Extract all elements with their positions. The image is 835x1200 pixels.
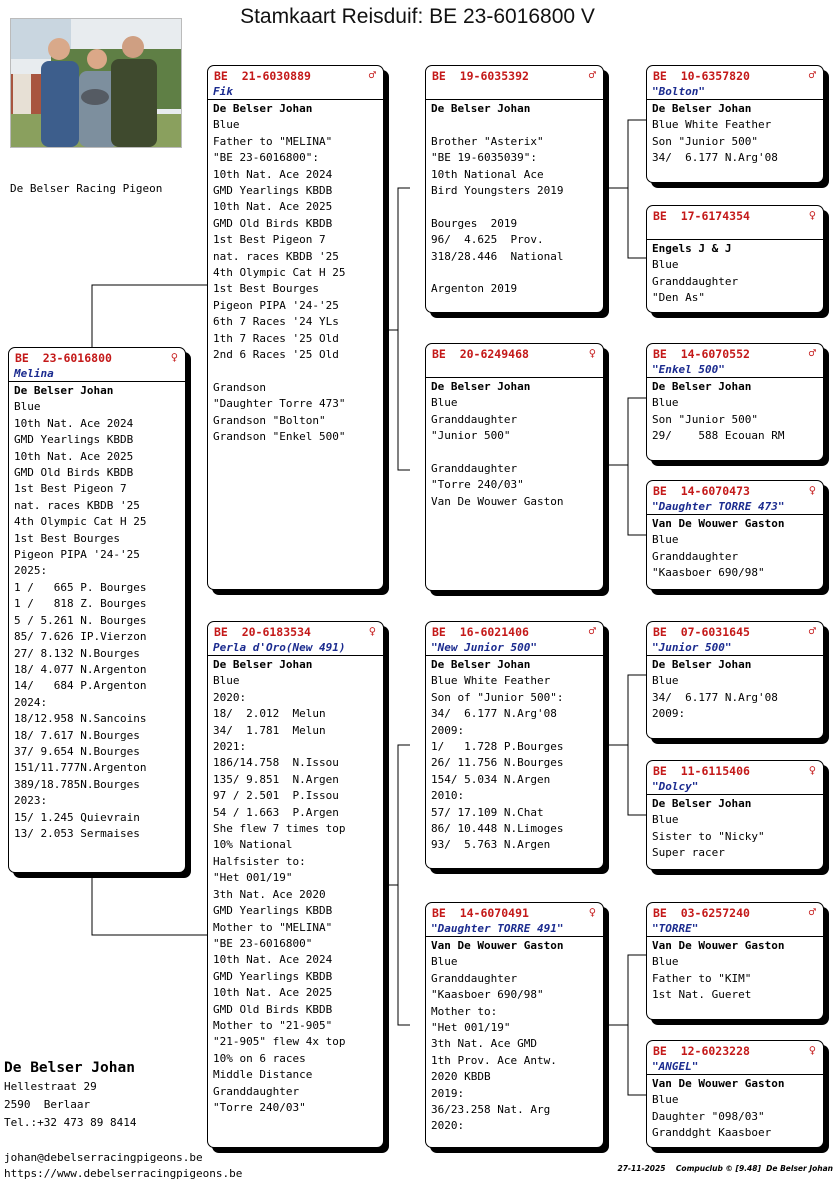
- detail-line: 10th Nat. Ace 2024: [213, 953, 333, 967]
- ring-number: BE 14-6070552 ♂: [653, 346, 816, 361]
- pigeon-card-fmm[interactable]: [646, 480, 824, 590]
- detail-line: "Den As": [652, 291, 705, 305]
- female-icon: ♀: [368, 624, 376, 638]
- detail-line: Blue: [213, 674, 240, 688]
- female-icon: ♀: [808, 763, 816, 777]
- pigeon-card-mmm[interactable]: [646, 1040, 824, 1148]
- detail-line: Blue: [652, 533, 679, 547]
- ring-number: BE 20-6183534 ♀: [214, 624, 376, 639]
- detail-line: 154/ 5.034 N.Argen: [431, 772, 551, 786]
- detail-line: 4th Olympic Cat H 25: [14, 515, 147, 529]
- detail-line: 3th Nat. Ace GMD: [431, 1037, 537, 1051]
- detail-line: Granddaughter: [213, 1084, 300, 1098]
- pigeon-card-mfm[interactable]: [646, 760, 824, 870]
- pigeon-details: [647, 257, 823, 306]
- footer-owner: De Belser Johan: [766, 1164, 833, 1173]
- detail-line: Blue: [431, 396, 458, 410]
- detail-line: "BE 23-6016800":: [213, 151, 319, 165]
- detail-line: 2010:: [431, 789, 465, 803]
- pigeon-name: [426, 85, 603, 100]
- detail-line: 34/ 6.177 N.Arg'08: [652, 690, 778, 704]
- pigeon-card-father[interactable]: [207, 65, 384, 590]
- pigeon-card-main[interactable]: [8, 347, 186, 873]
- detail-line: Middle Distance: [213, 1068, 313, 1082]
- detail-line: Father to "KIM": [652, 971, 752, 985]
- detail-line: Grandson: [213, 380, 266, 394]
- detail-line: Argenton 2019: [431, 282, 518, 296]
- pigeon-name: "Enkel 500": [647, 363, 823, 378]
- detail-line: Father to "MELINA": [213, 134, 333, 148]
- ring-number: BE 07-6031645 ♂: [653, 624, 816, 639]
- detail-line: 34/ 1.781 Melun: [213, 723, 326, 737]
- detail-line: 1th Prov. Ace Antw.: [431, 1053, 557, 1067]
- ring-number: BE 17-6174354 ♀: [653, 208, 816, 223]
- detail-line: 6th 7 Races '24 YLs: [213, 315, 339, 329]
- detail-line: Blue: [652, 396, 679, 410]
- detail-line: Blue: [652, 813, 679, 827]
- male-icon: ♂: [588, 624, 596, 638]
- pigeon-details: [208, 117, 383, 445]
- detail-line: 151/11.777N.Argenton: [14, 761, 147, 775]
- detail-line: Bourges 2019: [431, 216, 518, 230]
- pigeon-owner: Van De Wouwer Gaston: [652, 517, 785, 530]
- male-icon: ♂: [368, 68, 376, 82]
- software-credit: Compuclub © [9.48]: [675, 1164, 761, 1173]
- female-icon: ♀: [170, 350, 178, 364]
- detail-line: "Het 001/19": [431, 1021, 511, 1035]
- pigeon-card-maternal-grandmother[interactable]: [425, 902, 604, 1148]
- pigeon-details: [426, 395, 603, 510]
- detail-line: 186/14.758 N.Issou: [213, 756, 339, 770]
- detail-line: 96/ 4.625 Prov.: [431, 233, 544, 247]
- contact-info: [4, 1150, 242, 1182]
- detail-line: 14/ 684 P.Argenton: [14, 679, 147, 693]
- detail-line: Blue: [14, 400, 41, 414]
- detail-line: Blue: [652, 674, 679, 688]
- detail-line: 1 / 665 P. Bourges: [14, 580, 147, 594]
- pigeon-details: [647, 812, 823, 861]
- pigeon-name: "Daughter TORRE 473": [647, 500, 823, 515]
- female-icon: ♀: [588, 346, 596, 360]
- detail-line: Granddaughter: [652, 274, 739, 288]
- breeder-info: [4, 1058, 234, 1132]
- pigeon-owner: De Belser Johan: [431, 102, 531, 115]
- pigeon-details: [647, 1092, 823, 1141]
- pigeon-name: "Junior 500": [647, 641, 823, 656]
- detail-line: Granddaughter: [652, 549, 739, 563]
- detail-line: GMD Old Birds KBDB: [213, 216, 333, 230]
- detail-line: 93/ 5.763 N.Argen: [431, 838, 551, 852]
- detail-line: Grandson "Enkel 500": [213, 430, 346, 444]
- detail-line: Brother "Asterix": [431, 134, 544, 148]
- detail-line: Halfsister to:: [213, 854, 306, 868]
- male-icon: ♂: [808, 68, 816, 82]
- pigeon-details: [426, 117, 603, 297]
- detail-line: Granddaughter: [431, 462, 518, 476]
- ring-number: BE 03-6257240 ♂: [653, 905, 816, 920]
- pigeon-name: "Bolton": [647, 85, 823, 100]
- pigeon-owner: Van De Wouwer Gaston: [431, 939, 564, 952]
- detail-line: 13/ 2.053 Sermaises: [14, 826, 140, 840]
- detail-line: GMD Yearlings KBDB: [213, 969, 333, 983]
- detail-line: 34/ 6.177 N.Arg'08: [652, 151, 778, 165]
- pigeon-card-maternal-grandfather[interactable]: [425, 621, 604, 869]
- pigeon-name: Melina: [9, 367, 185, 382]
- detail-line: 3th Nat. Ace 2020: [213, 887, 326, 901]
- club-name: De Belser Racing Pigeon: [10, 182, 163, 195]
- male-icon: ♂: [808, 905, 816, 919]
- detail-line: "21-905" flew 4x top: [213, 1035, 346, 1049]
- detail-line: [431, 445, 598, 461]
- pigeon-name: "Dolcy": [647, 780, 823, 795]
- pigeon-name: "New Junior 500": [426, 641, 603, 656]
- detail-line: 2020 KBDB: [431, 1070, 491, 1084]
- detail-line: 2009:: [431, 723, 465, 737]
- pigeon-name: "ANGEL": [647, 1060, 823, 1075]
- detail-line: "BE 19-6035039":: [431, 151, 537, 165]
- detail-line: Son "Junior 500": [652, 134, 758, 148]
- detail-line: nat. races KBDB '25: [213, 249, 339, 263]
- pigeon-details: [647, 954, 823, 1003]
- print-date: 27-11-2025: [617, 1164, 666, 1173]
- email-link[interactable]: johan@debelserracingpigeons.be: [4, 1151, 203, 1164]
- detail-line: Son of "Junior 500":: [431, 690, 564, 704]
- breeder-address: Hellestraat 29: [4, 1080, 97, 1093]
- detail-line: 1st Best Bourges: [213, 282, 319, 296]
- detail-line: Mother to:: [431, 1004, 498, 1018]
- detail-line: 10% National: [213, 838, 293, 852]
- pigeon-details: [647, 395, 823, 444]
- female-icon: ♀: [808, 208, 816, 222]
- detail-line: Mother to "MELINA": [213, 920, 333, 934]
- detail-line: [213, 364, 378, 380]
- detail-line: 2009:: [652, 707, 686, 721]
- detail-line: [431, 117, 598, 133]
- detail-line: Daughter "098/03": [652, 1109, 765, 1123]
- detail-line: 318/28.446 National: [431, 249, 564, 263]
- detail-line: 1/ 1.728 P.Bourges: [431, 740, 564, 754]
- pigeon-card-paternal-grandmother[interactable]: [425, 343, 604, 591]
- detail-line: 10th National Ace: [431, 167, 544, 181]
- detail-line: "Het 001/19": [213, 871, 293, 885]
- detail-line: 18/ 7.617 N.Bourges: [14, 728, 140, 742]
- detail-line: Son "Junior 500": [652, 412, 758, 426]
- detail-line: Blue: [652, 258, 679, 272]
- pigeon-details: [647, 673, 823, 722]
- detail-line: 1st Best Bourges: [14, 531, 120, 545]
- detail-line: "Daughter Torre 473": [213, 397, 346, 411]
- ring-number: BE 20-6249468 ♀: [432, 346, 596, 361]
- detail-line: 1st Nat. Gueret: [652, 988, 752, 1002]
- detail-line: 135/ 9.851 N.Argen: [213, 772, 339, 786]
- pigeon-card-ffm[interactable]: [646, 205, 824, 313]
- detail-line: Mother to "21-905": [213, 1018, 333, 1032]
- detail-line: 10th Nat. Ace 2024: [213, 167, 333, 181]
- detail-line: 29/ 588 Ecouan RM: [652, 429, 785, 443]
- website-link[interactable]: https://www.debelserracingpigeons.be: [4, 1167, 243, 1180]
- detail-line: Sister to "Nicky": [652, 829, 765, 843]
- detail-line: She flew 7 times top: [213, 822, 346, 836]
- male-icon: ♂: [588, 68, 596, 82]
- pigeon-details: [647, 117, 823, 166]
- detail-line: 10th Nat. Ace 2025: [213, 986, 333, 1000]
- pigeon-owner: De Belser Johan: [431, 380, 531, 393]
- detail-line: 36/23.258 Nat. Arg: [431, 1103, 551, 1117]
- pigeon-details: [208, 673, 383, 1116]
- detail-line: 1st Best Pigeon 7: [213, 233, 326, 247]
- ring-number: BE 21-6030889 ♂: [214, 68, 376, 83]
- detail-line: nat. races KBDB '25: [14, 498, 140, 512]
- detail-line: 4th Olympic Cat H 25: [213, 266, 346, 280]
- ring-number: BE 11-6115406 ♀: [653, 763, 816, 778]
- detail-line: Pigeon PIPA '24-'25: [213, 298, 339, 312]
- pigeon-owner: De Belser Johan: [652, 797, 752, 810]
- pigeon-owner: Van De Wouwer Gaston: [652, 939, 785, 952]
- pigeon-card-fmf[interactable]: [646, 343, 824, 461]
- detail-line: GMD Yearlings KBDB: [213, 904, 333, 918]
- detail-line: 18/ 2.012 Melun: [213, 707, 326, 721]
- detail-line: 18/12.958 N.Sancoins: [14, 712, 147, 726]
- detail-line: GMD Yearlings KBDB: [14, 433, 134, 447]
- ring-number: BE 12-6023228 ♀: [653, 1043, 816, 1058]
- detail-line: Van De Wouwer Gaston: [431, 494, 564, 508]
- detail-line: Bird Youngsters 2019: [431, 184, 564, 198]
- pigeon-card-fff[interactable]: [646, 65, 824, 183]
- footer: [617, 1164, 833, 1174]
- detail-line: Blue White Feather: [431, 674, 551, 688]
- detail-line: "Kaasboer 690/98": [652, 566, 765, 580]
- pigeon-details: [647, 532, 823, 581]
- pigeon-name: "Daughter TORRE 491": [426, 922, 603, 937]
- detail-line: 1th 7 Races '25 Old: [213, 331, 339, 345]
- detail-line: 37/ 9.654 N.Bourges: [14, 744, 140, 758]
- detail-line: 2020:: [213, 690, 247, 704]
- detail-line: 85/ 7.626 IP.Vierzon: [14, 630, 147, 644]
- ring-number: BE 16-6021406 ♂: [432, 624, 596, 639]
- detail-line: 2023:: [14, 794, 48, 808]
- breeder-city: 2590 Berlaar: [4, 1098, 91, 1111]
- male-icon: ♂: [808, 624, 816, 638]
- pigeon-owner: De Belser Johan: [652, 658, 752, 671]
- page-title: Stamkaart Reisduif: BE 23-6016800 V: [240, 5, 595, 28]
- detail-line: GMD Old Birds KBDB: [14, 466, 134, 480]
- detail-line: Granddaughter: [431, 412, 518, 426]
- male-icon: ♂: [808, 346, 816, 360]
- detail-line: 26/ 11.756 N.Bourges: [431, 756, 564, 770]
- pigeon-name: [426, 363, 603, 378]
- pigeon-owner: Van De Wouwer Gaston: [652, 1077, 785, 1090]
- detail-line: "Kaasboer 690/98": [431, 988, 544, 1002]
- pigeon-card-paternal-grandfather[interactable]: [425, 65, 604, 313]
- female-icon: ♀: [588, 905, 596, 919]
- detail-line: 10th Nat. Ace 2024: [14, 416, 134, 430]
- detail-line: Blue White Feather: [652, 118, 772, 132]
- detail-line: 15/ 1.245 Quievrain: [14, 810, 140, 824]
- detail-line: 2019:: [431, 1086, 465, 1100]
- detail-line: Blue: [213, 118, 240, 132]
- breeder-phone: Tel.:+32 473 89 8414: [4, 1116, 137, 1129]
- pigeon-owner: Engels J & J: [652, 242, 732, 255]
- detail-line: 2024:: [14, 695, 48, 709]
- detail-line: Grandson "Bolton": [213, 413, 326, 427]
- detail-line: 1 / 818 Z. Bourges: [14, 597, 147, 611]
- pigeon-card-mff[interactable]: [646, 621, 824, 739]
- detail-line: Blue: [652, 955, 679, 969]
- detail-line: Blue: [431, 955, 458, 969]
- pigeon-details: [426, 954, 603, 1134]
- detail-line: Granddght Kaasboer: [652, 1126, 772, 1140]
- ring-number: BE 14-6070491 ♀: [432, 905, 596, 920]
- detail-line: [431, 199, 598, 215]
- breeder-name: De Belser Johan: [4, 1060, 135, 1076]
- detail-line: 2021:: [213, 740, 247, 754]
- detail-line: GMD Yearlings KBDB: [213, 184, 333, 198]
- pigeon-name: Fik: [208, 85, 383, 100]
- pigeon-owner: De Belser Johan: [652, 380, 752, 393]
- detail-line: 5 / 5.261 N. Bourges: [14, 613, 147, 627]
- detail-line: 27/ 8.132 N.Bourges: [14, 646, 140, 660]
- pigeon-details: [9, 399, 185, 842]
- detail-line: 34/ 6.177 N.Arg'08: [431, 707, 557, 721]
- detail-line: 10th Nat. Ace 2025: [213, 200, 333, 214]
- detail-line: "Torre 240/03": [213, 1100, 306, 1114]
- detail-line: 2nd 6 Races '25 Old: [213, 348, 339, 362]
- ring-number: BE 23-6016800 ♀: [15, 350, 178, 365]
- detail-line: Blue: [652, 1093, 679, 1107]
- pigeon-name: [647, 225, 823, 240]
- pigeon-owner: De Belser Johan: [652, 102, 752, 115]
- detail-line: "Junior 500": [431, 429, 511, 443]
- pigeon-name: Perla d'Oro(New 491): [208, 641, 383, 656]
- female-icon: ♀: [808, 1043, 816, 1057]
- pigeon-owner: De Belser Johan: [14, 384, 114, 397]
- detail-line: 86/ 10.448 N.Limoges: [431, 822, 564, 836]
- detail-line: 18/ 4.077 N.Argenton: [14, 662, 147, 676]
- detail-line: 1st Best Pigeon 7: [14, 482, 127, 496]
- pigeon-owner: De Belser Johan: [431, 658, 531, 671]
- detail-line: 57/ 17.109 N.Chat: [431, 805, 544, 819]
- ring-number: BE 14-6070473 ♀: [653, 483, 816, 498]
- female-icon: ♀: [808, 483, 816, 497]
- pigeon-card-mmf[interactable]: [646, 902, 824, 1020]
- detail-line: 54 / 1.663 P.Argen: [213, 805, 339, 819]
- ring-number: BE 10-6357820 ♂: [653, 68, 816, 83]
- detail-line: "BE 23-6016800": [213, 936, 313, 950]
- detail-line: "Torre 240/03": [431, 478, 524, 492]
- pigeon-owner: De Belser Johan: [213, 102, 313, 115]
- pigeon-owner: De Belser Johan: [213, 658, 313, 671]
- detail-line: 97 / 2.501 P.Issou: [213, 789, 339, 803]
- detail-line: Super racer: [652, 846, 725, 860]
- detail-line: 2020:: [431, 1119, 465, 1133]
- detail-line: 10% on 6 races: [213, 1051, 306, 1065]
- ring-number: BE 19-6035392 ♂: [432, 68, 596, 83]
- detail-line: Granddaughter: [431, 971, 518, 985]
- detail-line: 10th Nat. Ace 2025: [14, 449, 134, 463]
- detail-line: GMD Old Birds KBDB: [213, 1002, 333, 1016]
- detail-line: 389/18.785N.Bourges: [14, 777, 140, 791]
- detail-line: [431, 265, 598, 281]
- detail-line: Pigeon PIPA '24-'25: [14, 548, 140, 562]
- detail-line: 2025:: [14, 564, 48, 578]
- pigeon-name: "TORRE": [647, 922, 823, 937]
- pigeon-details: [426, 673, 603, 853]
